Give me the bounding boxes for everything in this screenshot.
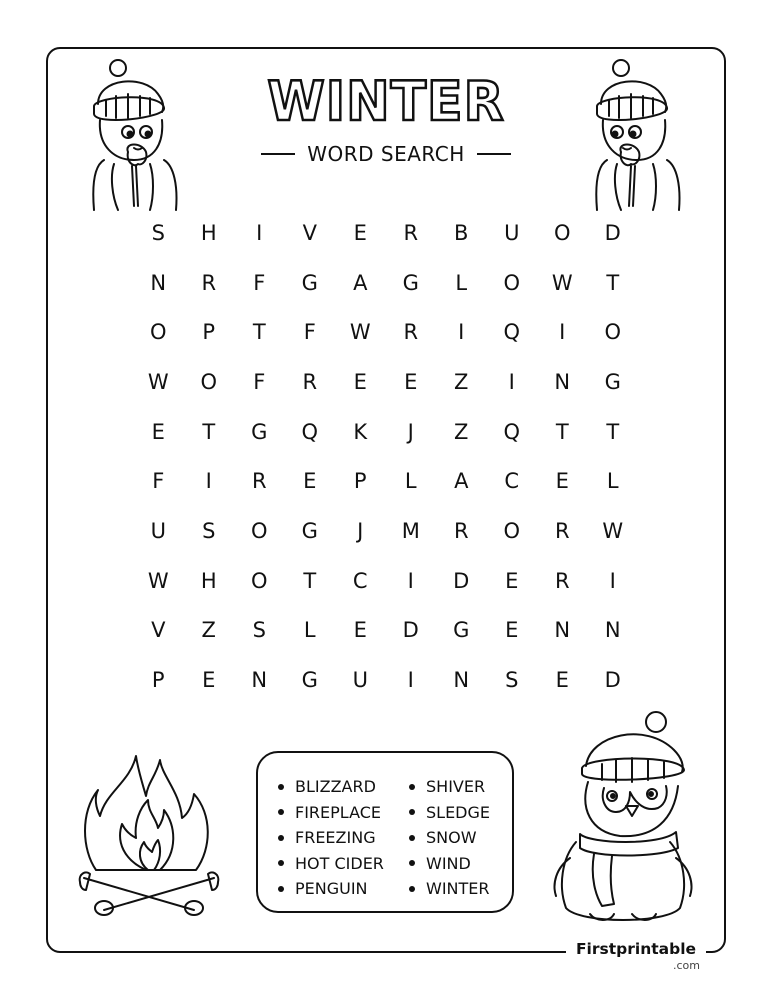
grid-letter: P [353, 469, 367, 494]
grid-letter: D [402, 618, 419, 643]
grid-letter: G [301, 518, 318, 543]
grid-letter: R [403, 220, 419, 245]
grid-letter: J [357, 518, 364, 543]
word-list-item [409, 825, 490, 851]
word-list-item [409, 800, 490, 826]
word-label: WINTER [426, 879, 490, 899]
grid-letter: U [504, 220, 520, 245]
bullet-icon [278, 886, 284, 892]
grid-letter: L [404, 469, 417, 494]
grid-letter: M [401, 518, 420, 543]
grid-letter: I [407, 668, 414, 693]
word-list-item [278, 774, 384, 800]
grid-letter: R [302, 369, 318, 394]
subtitle-rule-right [477, 153, 511, 155]
grid-letter: S [505, 668, 519, 693]
campfire-illustration [76, 752, 222, 918]
bullet-icon [409, 809, 415, 815]
grid-letter: W [147, 369, 169, 394]
grid-letter: C [352, 568, 368, 593]
grid-letter: L [606, 469, 619, 494]
bullet-icon [278, 809, 284, 815]
grid-letter: Q [503, 320, 521, 345]
grid-letter: F [303, 320, 316, 345]
grid-letter: I [458, 320, 465, 345]
grid-letter: O [503, 270, 521, 295]
grid-letter: G [301, 668, 318, 693]
grid-letter: N [604, 618, 621, 643]
grid-letter: D [604, 668, 621, 693]
grid-letter: I [559, 320, 566, 345]
grid-letter: F [253, 270, 266, 295]
grid-letter: E [353, 369, 367, 394]
grid-letter: T [202, 419, 216, 444]
brand-footer [566, 941, 706, 971]
letter-grid [133, 208, 638, 705]
bullet-icon [409, 860, 415, 866]
grid-letter: W [551, 270, 573, 295]
penguin-with-scarf-illustration [550, 708, 696, 930]
word-label: FIREPLACE [295, 802, 382, 822]
grid-letter: I [508, 369, 515, 394]
grid-letter: C [504, 469, 520, 494]
grid-letter: A [353, 270, 368, 295]
grid-row [133, 506, 638, 556]
grid-letter: E [505, 618, 519, 643]
word-list-left-column [278, 774, 384, 902]
page-title: WINTER [267, 70, 505, 134]
grid-letter: T [555, 419, 569, 444]
grid-letter: O [200, 369, 218, 394]
grid-letter: E [555, 668, 569, 693]
bullet-icon [278, 835, 284, 841]
grid-letter: G [604, 369, 621, 394]
grid-letter: E [555, 469, 569, 494]
grid-letter: E [303, 469, 317, 494]
grid-letter: E [353, 220, 367, 245]
word-list-item [278, 851, 384, 877]
grid-letter: E [404, 369, 418, 394]
grid-letter: I [256, 220, 263, 245]
grid-letter: V [302, 220, 317, 245]
word-label: HOT CIDER [295, 853, 384, 873]
grid-letter: G [453, 618, 470, 643]
word-list-item [409, 851, 490, 877]
grid-row [133, 655, 638, 705]
grid-letter: N [150, 270, 167, 295]
grid-letter: W [349, 320, 371, 345]
subtitle-rule-left [261, 153, 295, 155]
grid-letter: T [303, 568, 317, 593]
grid-letter: E [151, 419, 165, 444]
grid-letter: W [602, 518, 624, 543]
grid-letter: R [201, 270, 217, 295]
grid-row [133, 456, 638, 506]
grid-letter: O [553, 220, 571, 245]
grid-letter: W [147, 568, 169, 593]
grid-letter: D [453, 568, 470, 593]
grid-letter: E [505, 568, 519, 593]
grid-row [133, 307, 638, 357]
word-label: SLEDGE [426, 802, 491, 822]
grid-row [133, 606, 638, 656]
grid-letter: S [252, 618, 266, 643]
word-label: SHIVER [426, 777, 486, 797]
child-in-beanie-right-illustration [587, 56, 687, 212]
bullet-icon [278, 860, 284, 866]
word-label: BLIZZARD [295, 777, 376, 797]
bullet-icon [278, 784, 284, 790]
page-subtitle: WORD SEARCH [307, 142, 465, 166]
grid-row [133, 208, 638, 258]
word-list-box [256, 751, 514, 913]
word-label: SNOW [426, 828, 477, 848]
bullet-icon [409, 835, 415, 841]
brand-tld: .com [673, 958, 700, 972]
word-list-item [278, 876, 384, 902]
word-list-right-column [409, 774, 490, 902]
grid-letter: B [454, 220, 469, 245]
grid-letter: H [200, 220, 217, 245]
grid-letter: Q [301, 419, 319, 444]
grid-letter: T [252, 320, 266, 345]
grid-letter: I [205, 469, 212, 494]
grid-letter: N [453, 668, 470, 693]
grid-letter: O [250, 568, 268, 593]
bullet-icon [409, 886, 415, 892]
grid-letter: R [554, 518, 570, 543]
grid-letter: E [353, 618, 367, 643]
grid-letter: E [202, 668, 216, 693]
word-label: FREEZING [295, 828, 376, 848]
grid-letter: S [202, 518, 216, 543]
grid-row [133, 556, 638, 606]
subtitle-row [256, 139, 516, 169]
grid-letter: Z [454, 369, 469, 394]
word-list-item [278, 800, 384, 826]
word-label: PENGUIN [295, 879, 368, 899]
grid-letter: Z [454, 419, 469, 444]
grid-row [133, 258, 638, 308]
grid-letter: L [455, 270, 468, 295]
grid-letter: G [402, 270, 419, 295]
grid-letter: J [407, 419, 414, 444]
grid-letter: S [151, 220, 165, 245]
grid-letter: N [554, 369, 571, 394]
grid-letter: Z [201, 618, 216, 643]
grid-letter: O [503, 518, 521, 543]
grid-letter: L [303, 618, 316, 643]
grid-letter: O [604, 320, 622, 345]
grid-letter: P [151, 668, 165, 693]
grid-letter: T [606, 419, 620, 444]
bullet-icon [409, 784, 415, 790]
grid-letter: I [609, 568, 616, 593]
grid-letter: U [352, 668, 368, 693]
word-list-item [278, 825, 384, 851]
brand-name: Firstprintable [575, 940, 697, 958]
grid-letter: I [407, 568, 414, 593]
grid-letter: R [554, 568, 570, 593]
grid-letter: N [554, 618, 571, 643]
grid-letter: G [251, 419, 268, 444]
word-list-item [409, 774, 490, 800]
grid-letter: R [403, 320, 419, 345]
word-list-item [409, 876, 490, 902]
grid-letter: A [454, 469, 469, 494]
grid-letter: N [251, 668, 268, 693]
grid-letter: Q [503, 419, 521, 444]
grid-letter: G [301, 270, 318, 295]
grid-letter: V [151, 618, 166, 643]
grid-letter: F [253, 369, 266, 394]
grid-letter: R [453, 518, 469, 543]
grid-letter: D [604, 220, 621, 245]
grid-letter: F [152, 469, 165, 494]
grid-letter: K [353, 419, 368, 444]
grid-letter: T [606, 270, 620, 295]
grid-row [133, 407, 638, 457]
grid-letter: P [202, 320, 216, 345]
word-label: WIND [426, 853, 471, 873]
child-in-beanie-left-illustration [84, 56, 184, 212]
grid-letter: H [200, 568, 217, 593]
grid-letter: O [250, 518, 268, 543]
grid-letter: U [150, 518, 166, 543]
grid-letter: O [149, 320, 167, 345]
grid-letter: R [251, 469, 267, 494]
grid-row [133, 357, 638, 407]
